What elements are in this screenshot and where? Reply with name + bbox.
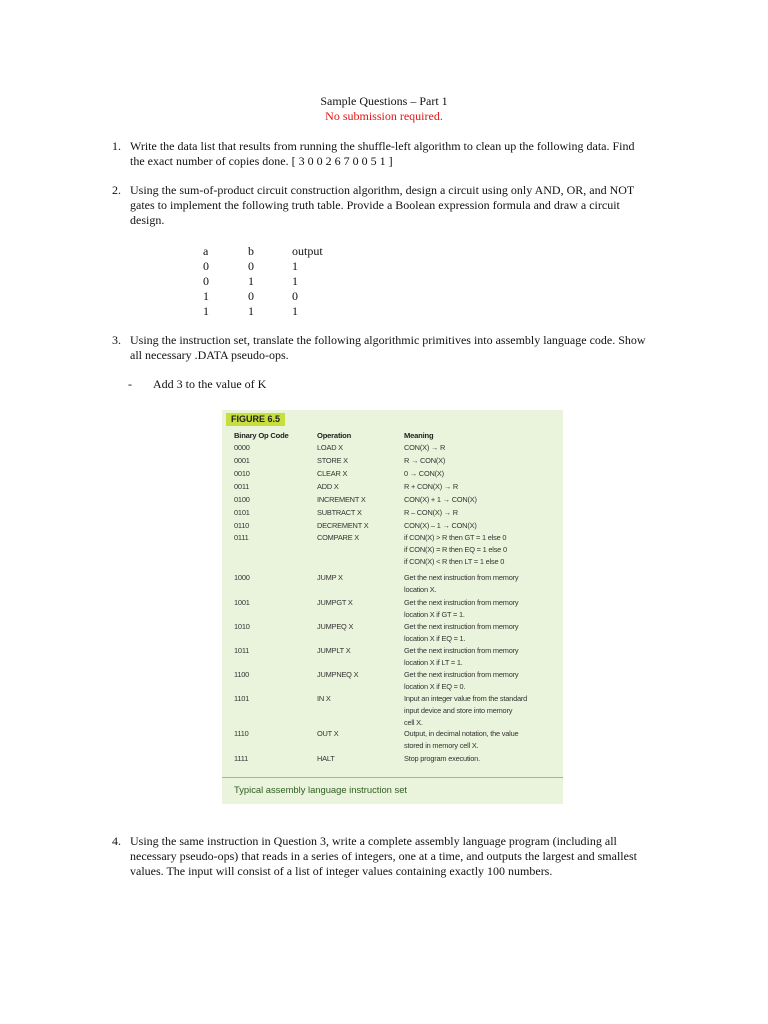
- figure-caption: Typical assembly language instruction set: [234, 784, 408, 795]
- meaning-line: if CON(X) = R then EQ = 1 else 0: [404, 544, 507, 554]
- question-text: Using the instruction set, translate the following algorithmic primitives into assembly language code. Show all necessary .DATA pseudo-ops.: [130, 333, 646, 362]
- question-text: Using the same instruction in Question 3, write a complete assembly language program (including all necessary pseudo-ops) that reads in a series of integers, one at a time, and outputs the largest and smallest values. The input will consist of a list of integer values containing exactly 100 numbers.: [130, 834, 637, 878]
- op-code: 1110: [234, 729, 249, 738]
- operation: JUMPLT X: [317, 646, 351, 655]
- meaning: [404, 728, 560, 752]
- op-code: 1100: [234, 670, 250, 679]
- operation: INCREMENT X: [317, 495, 366, 504]
- meaning-line: location X if GT = 1.: [404, 609, 465, 619]
- meaning-line: input device and store into memory: [404, 705, 513, 715]
- cell-a: 1: [203, 304, 209, 318]
- truth-table: [203, 244, 352, 319]
- operation: JUMPNEQ X: [317, 670, 359, 679]
- figure-caption-bar: [222, 777, 563, 805]
- meaning-line: location X if LT = 1.: [404, 657, 463, 667]
- question-4: [112, 834, 647, 879]
- meaning-line: CON(X) → R: [404, 443, 446, 452]
- operation: LOAD X: [317, 443, 343, 452]
- op-code: 0110: [234, 521, 250, 530]
- meaning: [404, 455, 560, 467]
- meaning: [404, 507, 560, 519]
- meaning: [404, 532, 560, 567]
- meaning: [404, 468, 560, 480]
- meaning-line: Output, in decimal notation, the value: [404, 729, 519, 738]
- meaning-line: Stop program execution.: [404, 754, 480, 763]
- cell-output: 0: [292, 289, 298, 303]
- op-code: 1001: [234, 598, 250, 607]
- meaning-line: Get the next instruction from memory: [404, 573, 519, 582]
- meaning-line: Get the next instruction from memory: [404, 598, 519, 607]
- meaning: [404, 442, 560, 454]
- header-output: output: [292, 244, 323, 258]
- cell-output: 1: [292, 259, 298, 273]
- cell-a: 0: [203, 274, 209, 288]
- operation: IN X: [317, 694, 331, 703]
- instruction-set-figure: [222, 410, 563, 804]
- op-code: 1010: [234, 622, 250, 631]
- operation: ADD X: [317, 482, 339, 491]
- bullet-dash: -: [128, 377, 132, 391]
- question-number: 4.: [112, 834, 121, 848]
- bullet-text: Add 3 to the value of K: [153, 377, 267, 391]
- question-text: Using the sum-of-product circuit construction algorithm, design a circuit using only AND, OR, and NOT gates to implement the following truth table. Provide a Boolean expression formula and draw a circuit design.: [130, 183, 635, 227]
- document-header: [0, 94, 768, 124]
- operation: JUMPEQ X: [317, 622, 354, 631]
- operation: JUMP X: [317, 573, 343, 582]
- header-b: b: [248, 244, 254, 258]
- op-code: 0111: [234, 533, 249, 542]
- meaning-line: Get the next instruction from memory: [404, 670, 519, 679]
- meaning-line: cell X.: [404, 717, 423, 727]
- operation: SUBTRACT X: [317, 508, 362, 517]
- meaning-line: R – CON(X) → R: [404, 508, 458, 517]
- table-row: [203, 289, 352, 304]
- meaning-line: Input an integer value from the standard: [404, 694, 528, 703]
- op-code: 0001: [234, 456, 250, 465]
- cell-b: 0: [248, 289, 254, 303]
- op-code: 0100: [234, 495, 250, 504]
- question-number: 3.: [112, 333, 121, 347]
- op-code: 0011: [234, 482, 250, 491]
- cell-output: 1: [292, 274, 298, 288]
- cell-a: 0: [203, 259, 209, 273]
- meaning-line: 0 → CON(X): [404, 469, 444, 478]
- meaning-line: location X if EQ = 1.: [404, 633, 466, 643]
- question-3: [112, 333, 647, 363]
- header-a: a: [203, 244, 209, 258]
- op-code: 0010: [234, 469, 250, 478]
- meaning-line: Get the next instruction from memory: [404, 646, 519, 655]
- meaning-line: if CON(X) < R then LT = 1 else 0: [404, 556, 505, 566]
- cell-output: 1: [292, 304, 298, 318]
- meaning-line: location X.: [404, 584, 437, 594]
- meaning-line: stored in memory cell X.: [404, 740, 479, 750]
- operation: JUMPGT X: [317, 598, 353, 607]
- operation: HALT: [317, 754, 335, 763]
- column-header-operation: Operation: [317, 431, 352, 440]
- cell-b: 1: [248, 304, 254, 318]
- meaning: [404, 597, 560, 621]
- meaning: [404, 669, 560, 693]
- meaning: [404, 494, 560, 506]
- column-header-meaning: Meaning: [404, 431, 434, 440]
- op-code: 0000: [234, 443, 250, 452]
- meaning: [404, 520, 560, 532]
- operation: DECREMENT X: [317, 521, 369, 530]
- table-row: [203, 304, 352, 319]
- question-number: 1.: [112, 139, 121, 153]
- operation: CLEAR X: [317, 469, 348, 478]
- question-1: [112, 139, 647, 169]
- op-code: 1101: [234, 694, 250, 703]
- operation: STORE X: [317, 456, 348, 465]
- meaning-line: location X if EQ = 0.: [404, 681, 466, 691]
- table-row: [203, 259, 352, 274]
- meaning: [404, 645, 560, 669]
- page-title: Sample Questions – Part 1: [320, 94, 448, 108]
- question-2: [112, 183, 647, 228]
- op-code: 0101: [234, 508, 250, 517]
- cell-b: 1: [248, 274, 254, 288]
- op-code: 1000: [234, 573, 250, 582]
- truth-table-header: [203, 244, 352, 259]
- meaning-line: CON(X) – 1 → CON(X): [404, 521, 477, 530]
- meaning-line: CON(X) + 1 → CON(X): [404, 495, 477, 504]
- meaning: [404, 693, 560, 728]
- operation: COMPARE X: [317, 533, 360, 542]
- column-header-opcode: Binary Op Code: [234, 431, 289, 440]
- meaning: [404, 572, 560, 596]
- meaning: [404, 753, 560, 765]
- question-text: Write the data list that results from running the shuffle-left algorithm to clean up the following data. Find the exact number of copies done. [ 3 0 0 2 6 7 0 0 5 1 ]: [130, 139, 635, 168]
- meaning-line: if CON(X) > R then GT = 1 else 0: [404, 533, 507, 542]
- operation: OUT X: [317, 729, 339, 738]
- meaning: [404, 481, 560, 493]
- op-code: 1111: [234, 754, 248, 763]
- meaning: [404, 621, 560, 645]
- table-row: [203, 274, 352, 289]
- op-code: 1011: [234, 646, 250, 655]
- page-subtitle: No submission required.: [325, 109, 443, 123]
- question-number: 2.: [112, 183, 121, 197]
- figure-label: FIGURE 6.5: [226, 413, 285, 426]
- meaning-line: R + CON(X) → R: [404, 482, 459, 491]
- meaning-line: R → CON(X): [404, 456, 446, 465]
- cell-a: 1: [203, 289, 209, 303]
- meaning-line: Get the next instruction from memory: [404, 622, 519, 631]
- cell-b: 0: [248, 259, 254, 273]
